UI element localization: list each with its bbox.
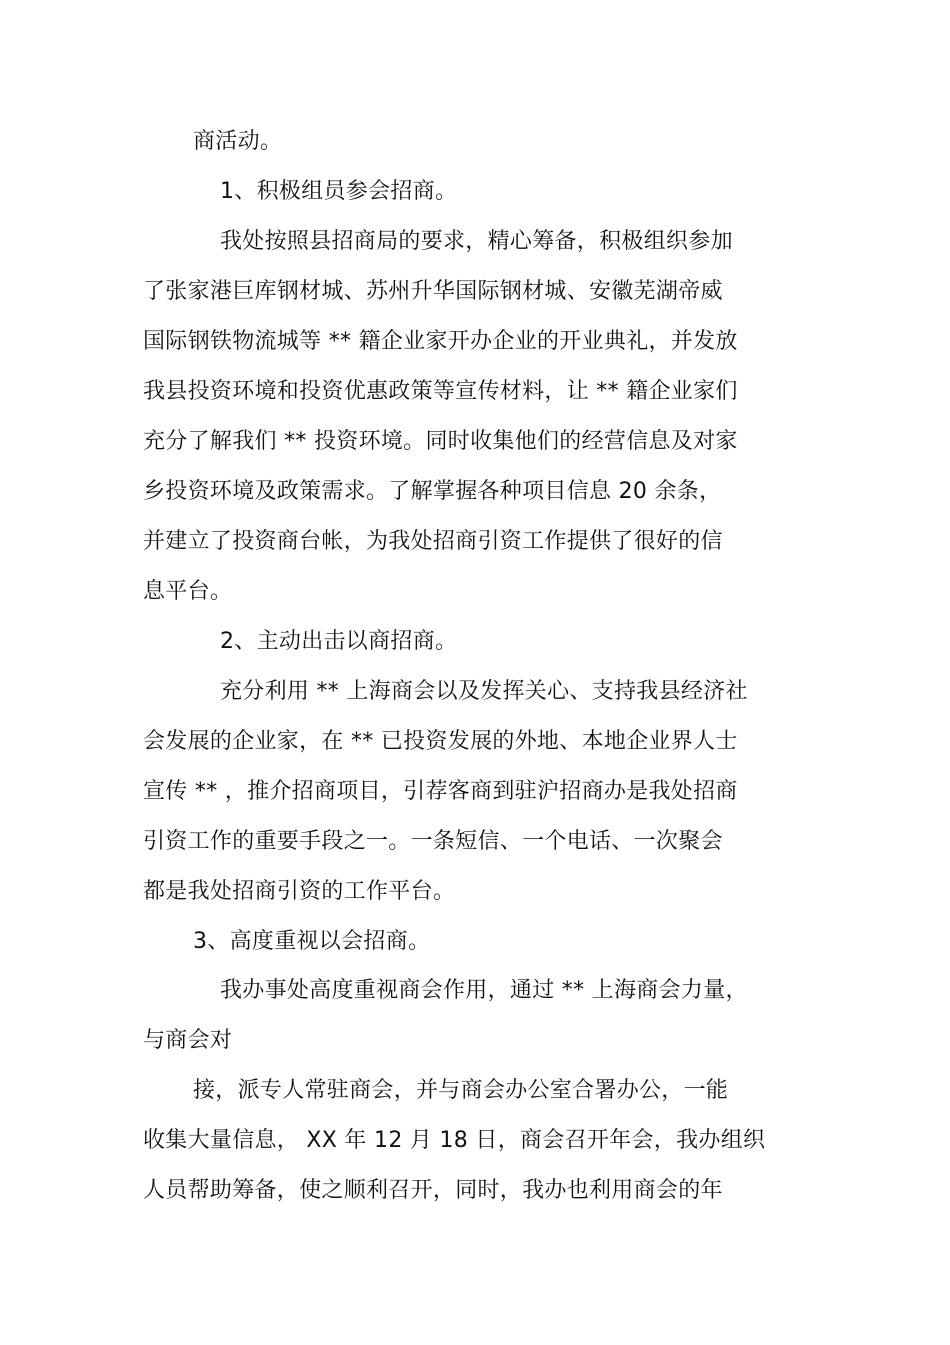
text-line: 并建立了投资商台帐，为我处招商引资工作提供了很好的信 xyxy=(143,529,723,554)
text-line: 我办事处高度重视商会作用，通过 ** 上海商会力量， xyxy=(220,978,748,1003)
section-heading: 1、积极组员参会招商。 xyxy=(220,179,458,204)
text-line: 了张家港巨库钢材城、苏州升华国际钢材城、安徽芜湖帝威 xyxy=(143,279,723,304)
text-line: 我县投资环境和投资优惠政策等宣传材料，让 ** 籍企业家们 xyxy=(143,379,738,404)
text-line: 与商会对 xyxy=(143,1028,233,1053)
text-line: 收集大量信息， XX 年 12 月 18 日，商会召开年会，我办组织 xyxy=(143,1128,766,1153)
text-line: 我处按照县招商局的要求，精心筹备，积极组织参加 xyxy=(220,229,733,254)
text-line: 息平台。 xyxy=(143,579,233,604)
text-line: 接，派专人常驻商会，并与商会办公室合署办公，一能 xyxy=(193,1078,729,1103)
text-line: 乡投资环境及政策需求。了解掌握各种项目信息 20 余条， xyxy=(143,479,722,504)
text-line: 商活动。 xyxy=(193,129,283,154)
text-line: 引资工作的重要手段之一。一条短信、一个电话、一次聚会 xyxy=(143,829,723,854)
text-line: 国际钢铁物流城等 ** 籍企业家开办企业的开业典礼，并发放 xyxy=(143,329,738,354)
text-line: 宣传 ** ，推介招商项目，引荐客商到驻沪招商办是我处招商 xyxy=(143,779,738,804)
text-line: 人员帮助筹备，使之顺利召开，同时，我办也利用商会的年 xyxy=(143,1178,723,1203)
text-line: 充分了解我们 ** 投资环境。同时收集他们的经营信息及对家 xyxy=(143,429,738,454)
text-line: 都是我处招商引资的工作平台。 xyxy=(143,879,456,904)
section-heading: 3、高度重视以会招商。 xyxy=(193,929,431,954)
text-line: 会发展的企业家，在 ** 已投资发展的外地、本地企业界人士 xyxy=(143,729,738,754)
section-heading: 2、主动出击以商招商。 xyxy=(220,629,458,654)
text-line: 充分利用 ** 上海商会以及发挥关心、支持我县经济社 xyxy=(220,679,748,704)
